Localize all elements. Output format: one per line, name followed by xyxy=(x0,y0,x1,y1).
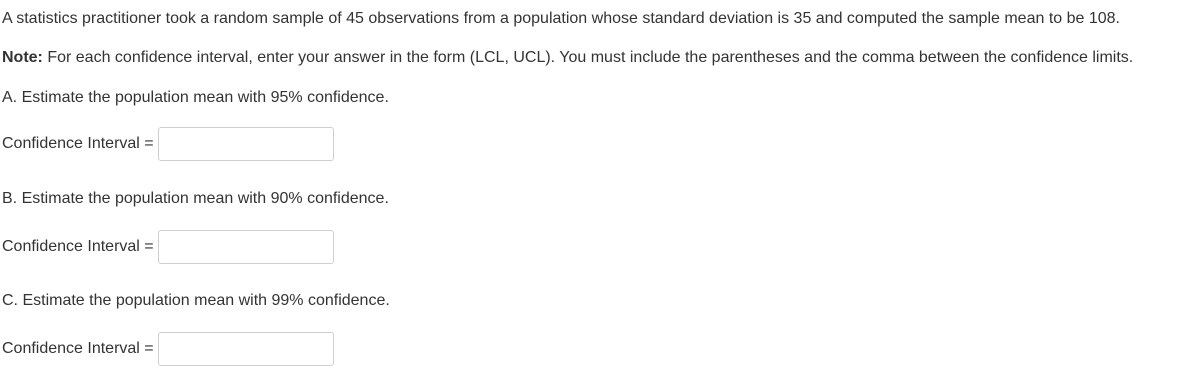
note-text: For each confidence interval, enter your answer in the form (LCL, UCL). You must include the parentheses and the comma between the confidence limits. xyxy=(42,49,1134,66)
question-c: C. Estimate the population mean with 99% confidence. xyxy=(2,292,390,309)
confidence-interval-input-a[interactable] xyxy=(158,127,334,161)
question-a: A. Estimate the population mean with 95% confidence. xyxy=(2,89,389,106)
answer-row-a xyxy=(2,126,334,162)
note-label: Note: xyxy=(2,49,43,66)
confidence-interval-label-c: Confidence Interval = xyxy=(2,340,154,357)
confidence-interval-label-b: Confidence Interval = xyxy=(2,238,154,255)
confidence-interval-input-c[interactable] xyxy=(158,332,334,366)
answer-row-c xyxy=(2,331,334,367)
answer-row-b xyxy=(2,229,334,265)
confidence-interval-input-b[interactable] xyxy=(158,230,334,264)
problem-note xyxy=(2,48,1133,68)
problem-intro: A statistics practitioner took a random sample of 45 observations from a population whose standard deviation is 35 and computed the sample mean to be 108. xyxy=(2,10,1120,27)
question-b: B. Estimate the population mean with 90% confidence. xyxy=(2,190,389,207)
confidence-interval-label-a: Confidence Interval = xyxy=(2,135,154,152)
